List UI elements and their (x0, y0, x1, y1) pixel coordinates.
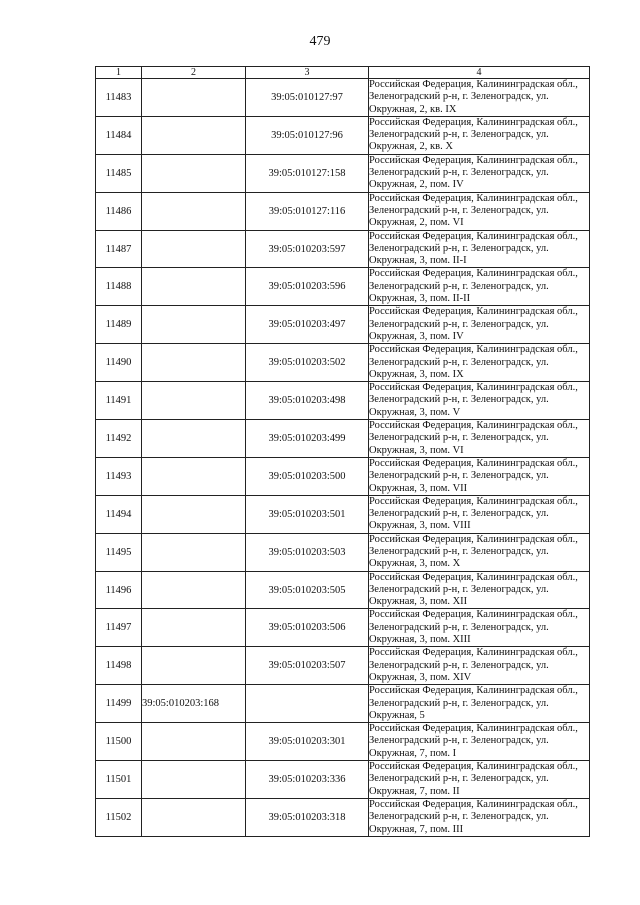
row-number: 11499 (96, 685, 142, 723)
cadastral-number: 39:05:010203:597 (246, 230, 369, 268)
address-line: Окружная, 3, пом. VII (369, 482, 468, 494)
parent-cadastral-number (142, 230, 246, 268)
cadastral-number (246, 685, 369, 723)
address-line: Российская Федерация, Калининградская обл., (369, 306, 578, 318)
parent-cadastral-number (142, 420, 246, 458)
address-cell (369, 495, 590, 533)
column-header: 1 (96, 67, 142, 79)
address-cell (369, 230, 590, 268)
address-cell (369, 192, 590, 230)
address-line: Окружная, 3, пом. V (369, 406, 461, 418)
cadastral-number: 39:05:010203:502 (246, 344, 369, 382)
cadastral-number: 39:05:010203:503 (246, 533, 369, 571)
address-line: Окружная, 3, пом. IV (369, 330, 464, 342)
table-row (96, 420, 590, 458)
parent-cadastral-number (142, 533, 246, 571)
parent-cadastral-number (142, 268, 246, 306)
cadastral-number: 39:05:010203:301 (246, 723, 369, 761)
row-number: 11502 (96, 798, 142, 836)
parent-cadastral-number (142, 798, 246, 836)
cadastral-number: 39:05:010203:505 (246, 571, 369, 609)
table-row (96, 154, 590, 192)
table-row (96, 344, 590, 382)
address-cell (369, 268, 590, 306)
row-number: 11490 (96, 344, 142, 382)
address-line: Зеленоградский р-н, г. Зеленоградск, ул. (369, 508, 549, 520)
table-row (96, 79, 590, 117)
address-line: Окружная, 3, пом. VI (369, 444, 464, 456)
address-line: Зеленоградский р-н, г. Зеленоградск, ул. (369, 91, 549, 103)
row-number: 11488 (96, 268, 142, 306)
address-cell (369, 723, 590, 761)
address-line: Окружная, 7, пом. II (369, 785, 460, 797)
page-number: 479 (309, 34, 331, 49)
address-line: Российская Федерация, Калининградская обл., (369, 609, 578, 621)
address-line: Зеленоградский р-н, г. Зеленоградск, ул. (369, 697, 549, 709)
parent-cadastral-number (142, 79, 246, 117)
row-number: 11489 (96, 306, 142, 344)
address-line: Окружная, 3, пом. II-I (369, 255, 467, 267)
address-cell (369, 685, 590, 723)
address-cell (369, 798, 590, 836)
parent-cadastral-number (142, 382, 246, 420)
address-cell (369, 533, 590, 571)
row-number: 11486 (96, 192, 142, 230)
address-line: Окружная, 3, пом. XIV (369, 671, 472, 683)
address-line: Зеленоградский р-н, г. Зеленоградск, ул. (369, 545, 549, 557)
parent-cadastral-number (142, 647, 246, 685)
cadastral-number: 39:05:010203:498 (246, 382, 369, 420)
address-cell (369, 647, 590, 685)
row-number: 11497 (96, 609, 142, 647)
table-row (96, 192, 590, 230)
address-line: Окружная, 7, пом. I (369, 747, 457, 759)
address-cell (369, 571, 590, 609)
address-line: Российская Федерация, Калининградская обл., (369, 382, 578, 394)
registry-table (95, 66, 590, 837)
address-line: Зеленоградский р-н, г. Зеленоградск, ул. (369, 394, 549, 406)
table-row (96, 647, 590, 685)
address-cell (369, 79, 590, 117)
address-cell (369, 761, 590, 799)
address-line: Окружная, 3, пом. XII (369, 596, 468, 608)
cadastral-number: 39:05:010127:116 (246, 192, 369, 230)
cadastral-number: 39:05:010203:596 (246, 268, 369, 306)
address-line: Зеленоградский р-н, г. Зеленоградск, ул. (369, 167, 549, 179)
address-cell (369, 420, 590, 458)
address-line: Окружная, 3, пом. X (369, 558, 461, 570)
address-cell (369, 306, 590, 344)
row-number: 11483 (96, 79, 142, 117)
parent-cadastral-number: 39:05:010203:168 (142, 685, 246, 723)
address-line: Российская Федерация, Калининградская обл., (369, 192, 578, 204)
address-line: Зеленоградский р-н, г. Зеленоградск, ул. (369, 583, 549, 595)
address-line: Российская Федерация, Калининградская обл., (369, 116, 578, 128)
parent-cadastral-number (142, 344, 246, 382)
address-cell (369, 116, 590, 154)
address-line: Зеленоградский р-н, г. Зеленоградск, ул. (369, 204, 549, 216)
address-line: Российская Федерация, Калининградская обл., (369, 571, 578, 583)
address-line: Зеленоградский р-н, г. Зеленоградск, ул. (369, 659, 549, 671)
table-row (96, 533, 590, 571)
parent-cadastral-number (142, 723, 246, 761)
parent-cadastral-number (142, 571, 246, 609)
table-row (96, 761, 590, 799)
cadastral-number: 39:05:010203:499 (246, 420, 369, 458)
table-row (96, 382, 590, 420)
address-line: Российская Федерация, Калининградская обл., (369, 495, 578, 507)
table-row (96, 723, 590, 761)
parent-cadastral-number (142, 116, 246, 154)
cadastral-number: 39:05:010203:507 (246, 647, 369, 685)
table-row (96, 116, 590, 154)
cadastral-number: 39:05:010127:158 (246, 154, 369, 192)
cadastral-number: 39:05:010203:501 (246, 495, 369, 533)
address-line: Российская Федерация, Калининградская обл., (369, 344, 578, 356)
cadastral-number: 39:05:010203:500 (246, 457, 369, 495)
parent-cadastral-number (142, 457, 246, 495)
parent-cadastral-number (142, 761, 246, 799)
column-header: 3 (246, 67, 369, 79)
address-line: Окружная, 7, пом. III (369, 823, 464, 835)
address-line: Окружная, 3, пом. VIII (369, 520, 471, 532)
row-number: 11496 (96, 571, 142, 609)
address-line: Зеленоградский р-н, г. Зеленоградск, ул. (369, 811, 549, 823)
address-line: Российская Федерация, Калининградская обл., (369, 761, 578, 773)
address-line: Окружная, 3, пом. IX (369, 368, 464, 380)
row-number: 11498 (96, 647, 142, 685)
cadastral-number: 39:05:010127:96 (246, 116, 369, 154)
row-number: 11501 (96, 761, 142, 799)
address-line: Российская Федерация, Калининградская обл., (369, 798, 578, 810)
row-number: 11484 (96, 116, 142, 154)
parent-cadastral-number (142, 495, 246, 533)
table-row (96, 495, 590, 533)
address-line: Окружная, 2, пом. IV (369, 179, 464, 191)
cadastral-number: 39:05:010203:506 (246, 609, 369, 647)
address-cell (369, 457, 590, 495)
address-line: Российская Федерация, Калининградская обл., (369, 533, 578, 545)
row-number: 11492 (96, 420, 142, 458)
address-line: Российская Федерация, Калининградская обл., (369, 230, 578, 242)
row-number: 11500 (96, 723, 142, 761)
cadastral-number: 39:05:010127:97 (246, 79, 369, 117)
row-number: 11493 (96, 457, 142, 495)
address-line: Зеленоградский р-н, г. Зеленоградск, ул. (369, 129, 549, 141)
address-line: Зеленоградский р-н, г. Зеленоградск, ул. (369, 318, 549, 330)
address-line: Окружная, 3, пом. XIII (369, 634, 471, 646)
table-row (96, 798, 590, 836)
address-cell (369, 344, 590, 382)
address-line: Зеленоградский р-н, г. Зеленоградск, ул. (369, 735, 549, 747)
address-line: Зеленоградский р-н, г. Зеленоградск, ул. (369, 356, 549, 368)
address-line: Российская Федерация, Калининградская обл., (369, 457, 578, 469)
parent-cadastral-number (142, 609, 246, 647)
cadastral-number: 39:05:010203:318 (246, 798, 369, 836)
row-number: 11485 (96, 154, 142, 192)
table-row (96, 306, 590, 344)
address-line: Окружная, 2, пом. VI (369, 217, 464, 229)
cadastral-number: 39:05:010203:497 (246, 306, 369, 344)
address-cell (369, 609, 590, 647)
row-number: 11494 (96, 495, 142, 533)
address-line: Российская Федерация, Калининградская обл., (369, 647, 578, 659)
parent-cadastral-number (142, 192, 246, 230)
table-body (96, 79, 590, 837)
address-line: Российская Федерация, Калининградская обл., (369, 685, 578, 697)
address-cell (369, 382, 590, 420)
header-row (96, 67, 590, 79)
address-line: Окружная, 3, пом. II-II (369, 293, 471, 305)
row-number: 11495 (96, 533, 142, 571)
address-line: Зеленоградский р-н, г. Зеленоградск, ул. (369, 621, 549, 633)
parent-cadastral-number (142, 306, 246, 344)
address-line: Окружная, 5 (369, 709, 425, 721)
column-header: 4 (369, 67, 590, 79)
address-line: Окружная, 2, кв. IX (369, 103, 457, 115)
address-line: Зеленоградский р-н, г. Зеленоградск, ул. (369, 242, 549, 254)
row-number: 11491 (96, 382, 142, 420)
parent-cadastral-number (142, 154, 246, 192)
cadastral-number: 39:05:010203:336 (246, 761, 369, 799)
table-row (96, 230, 590, 268)
address-line: Зеленоградский р-н, г. Зеленоградск, ул. (369, 280, 549, 292)
table-row (96, 685, 590, 723)
column-header: 2 (142, 67, 246, 79)
row-number: 11487 (96, 230, 142, 268)
address-line: Российская Федерация, Калининградская обл., (369, 268, 578, 280)
table-row (96, 571, 590, 609)
table-row (96, 268, 590, 306)
address-cell (369, 154, 590, 192)
address-line: Зеленоградский р-н, г. Зеленоградск, ул. (369, 773, 549, 785)
address-line: Российская Федерация, Калининградская обл., (369, 420, 578, 432)
address-line: Российская Федерация, Калининградская обл., (369, 723, 578, 735)
table-row (96, 457, 590, 495)
address-line: Окружная, 2, кв. X (369, 141, 453, 153)
address-line: Российская Федерация, Калининградская обл., (369, 79, 578, 90)
address-line: Зеленоградский р-н, г. Зеленоградск, ул. (369, 470, 549, 482)
address-line: Зеленоградский р-н, г. Зеленоградск, ул. (369, 432, 549, 444)
address-line: Российская Федерация, Калининградская обл., (369, 154, 578, 166)
table-row (96, 609, 590, 647)
